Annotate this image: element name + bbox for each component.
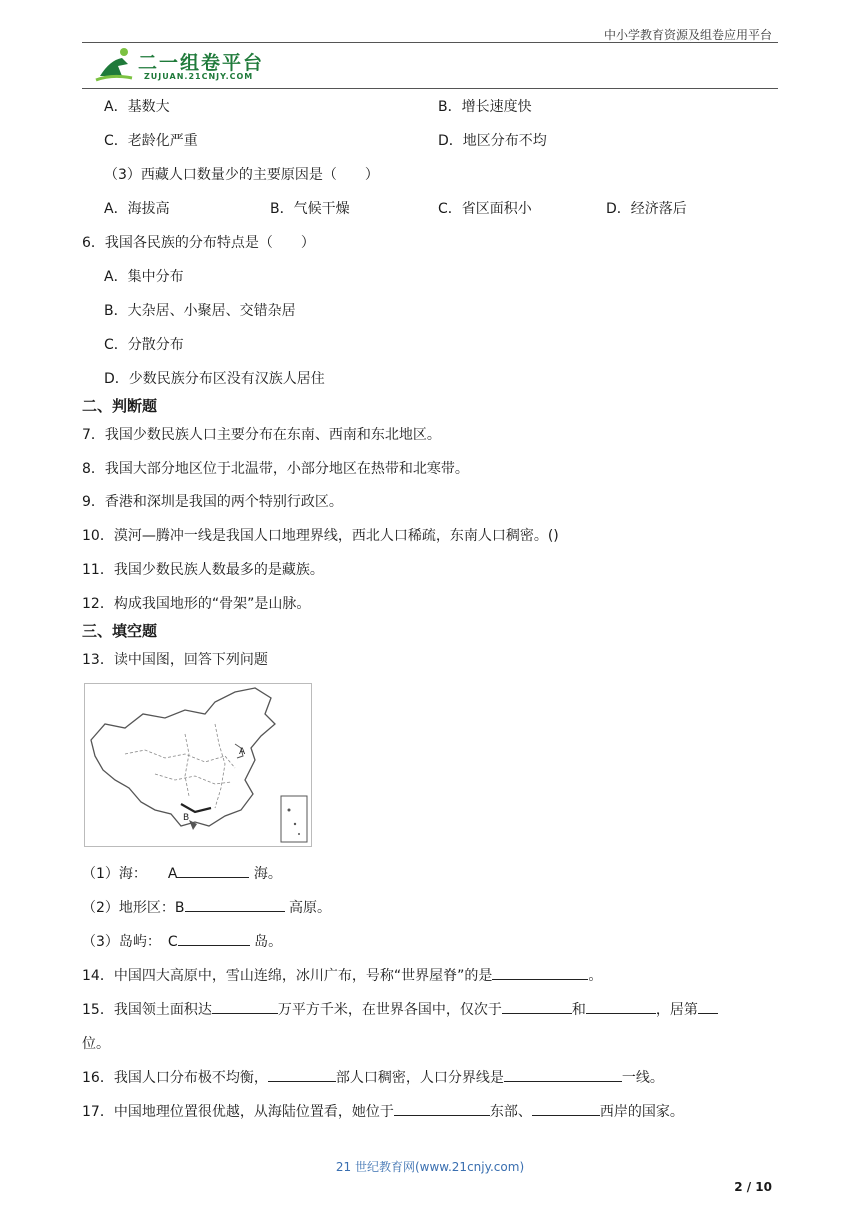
q17-part-1: 17．中国地理位置很优越，从海陆位置看，她位于 [82,1104,394,1120]
q13-2 [82,897,331,917]
q17-part-3: 西岸的国家。 [599,1104,684,1120]
q13-1-blank[interactable] [177,863,249,878]
q5-3-option-a: A．海拔高 [104,201,170,217]
q13-1-prefix: （1）海： A [82,866,178,882]
q13-stem: 13．读中国图，回答下列问题 [82,652,268,668]
q13-3-suffix: 岛。 [249,934,283,950]
header-divider [82,42,778,43]
q13-3 [82,931,282,951]
q14-text: 14．中国四大高原中，雪山连绵，冰川广布，号称“世界屋脊”的是 [82,968,493,984]
q16-part-2: 部人口稠密，人口分界线是 [335,1070,504,1086]
platform-name: 中小学教育资源及组卷应用平台 [603,28,772,42]
q16-part-1: 16．我国人口分布极不均衡， [82,1070,268,1086]
q12: 12．构成我国地形的“骨架”是山脉。 [82,596,311,612]
q16-blank-1[interactable] [268,1067,336,1082]
q5-3-option-d: D．经济落后 [606,201,687,217]
q6-option-a: A．集中分布 [104,269,184,285]
q13-2-suffix: 高原。 [284,900,331,916]
q17 [82,1101,684,1121]
q5-3-stem: （3）西藏人口数量少的主要原因是（ ） [104,167,379,183]
logo-text: 二一组卷平台 [138,52,265,74]
q15 [82,999,718,1019]
q16-part-3: 一线。 [621,1070,664,1086]
q17-part-2: 东部、 [489,1104,532,1120]
q13-2-prefix: （2）地形区：B [82,900,185,916]
q13-1 [82,863,282,883]
runner-logo-icon [92,46,138,84]
q15-part-4: ，居第 [655,1002,698,1018]
q11: 11．我国少数民族人数最多的是藏族。 [82,562,324,578]
section-2-title: 二、判断题 [82,397,158,415]
q13-1-suffix: 海。 [249,866,282,882]
q15-part-3: 和 [571,1002,586,1018]
q6-option-c: C．分散分布 [104,337,184,353]
q16 [82,1067,664,1087]
q15-part-1: 15．我国领土面积达 [82,1002,212,1018]
q5-3-option-b: B．气候干燥 [270,201,350,217]
q5-3-option-c: C．省区面积小 [438,201,532,217]
q17-blank-2[interactable] [532,1101,600,1116]
q15-part-2: 万平方千米，在世界各国中，仅次于 [277,1002,502,1018]
q10: 10．漠河—腾冲一线是我国人口地理界线，西北人口稀疏，东南人口稠密。() [82,528,559,544]
q15-blank-4[interactable] [698,999,718,1014]
q9: 9．香港和深圳是我国的两个特别行政区。 [82,494,343,510]
q14-suffix: 。 [588,968,603,984]
map-label-b: B [183,813,190,823]
map-label-a: A [239,747,246,757]
footer-site-link[interactable]: 21 世纪教育网(www.21cnjy.com) [335,1160,525,1174]
china-map-outline-icon [85,684,311,846]
q13-3-blank[interactable] [178,931,250,946]
q5-option-b: B．增长速度快 [438,99,532,115]
logo [92,46,292,84]
q8: 8．我国大部分地区位于北温带，小部分地区在热带和北寒带。 [82,461,469,477]
q5-option-d: D．地区分布不均 [438,133,547,149]
q14-blank[interactable] [492,965,588,980]
q17-blank-1[interactable] [394,1101,490,1116]
q15-continued: 位。 [82,1036,110,1052]
china-map [84,683,312,847]
q14 [82,965,602,985]
q6-option-b: B．大杂居、小聚居、交错杂居 [104,303,296,319]
q6-option-d: D．少数民族分布区没有汉族人居住 [104,371,325,387]
q7: 7．我国少数民族人口主要分布在东南、西南和东北地区。 [82,427,441,443]
q5-option-c: C．老龄化严重 [104,133,198,149]
logo-subtext: ZUJUAN.21CNJY.COM [144,72,254,81]
q13-2-blank[interactable] [185,897,285,912]
q15-blank-3[interactable] [586,999,656,1014]
q15-blank-2[interactable] [502,999,572,1014]
q6-stem: 6．我国各民族的分布特点是（ ） [82,235,315,251]
q16-blank-2[interactable] [504,1067,622,1082]
section-3-title: 三、填空题 [82,622,158,640]
q15-blank-1[interactable] [212,999,278,1014]
page-number: 2 / 10 [734,1180,772,1194]
header-divider-bottom [82,88,778,89]
q13-3-prefix: （3）岛屿： C [82,934,178,950]
q5-option-a: A．基数大 [104,99,170,115]
